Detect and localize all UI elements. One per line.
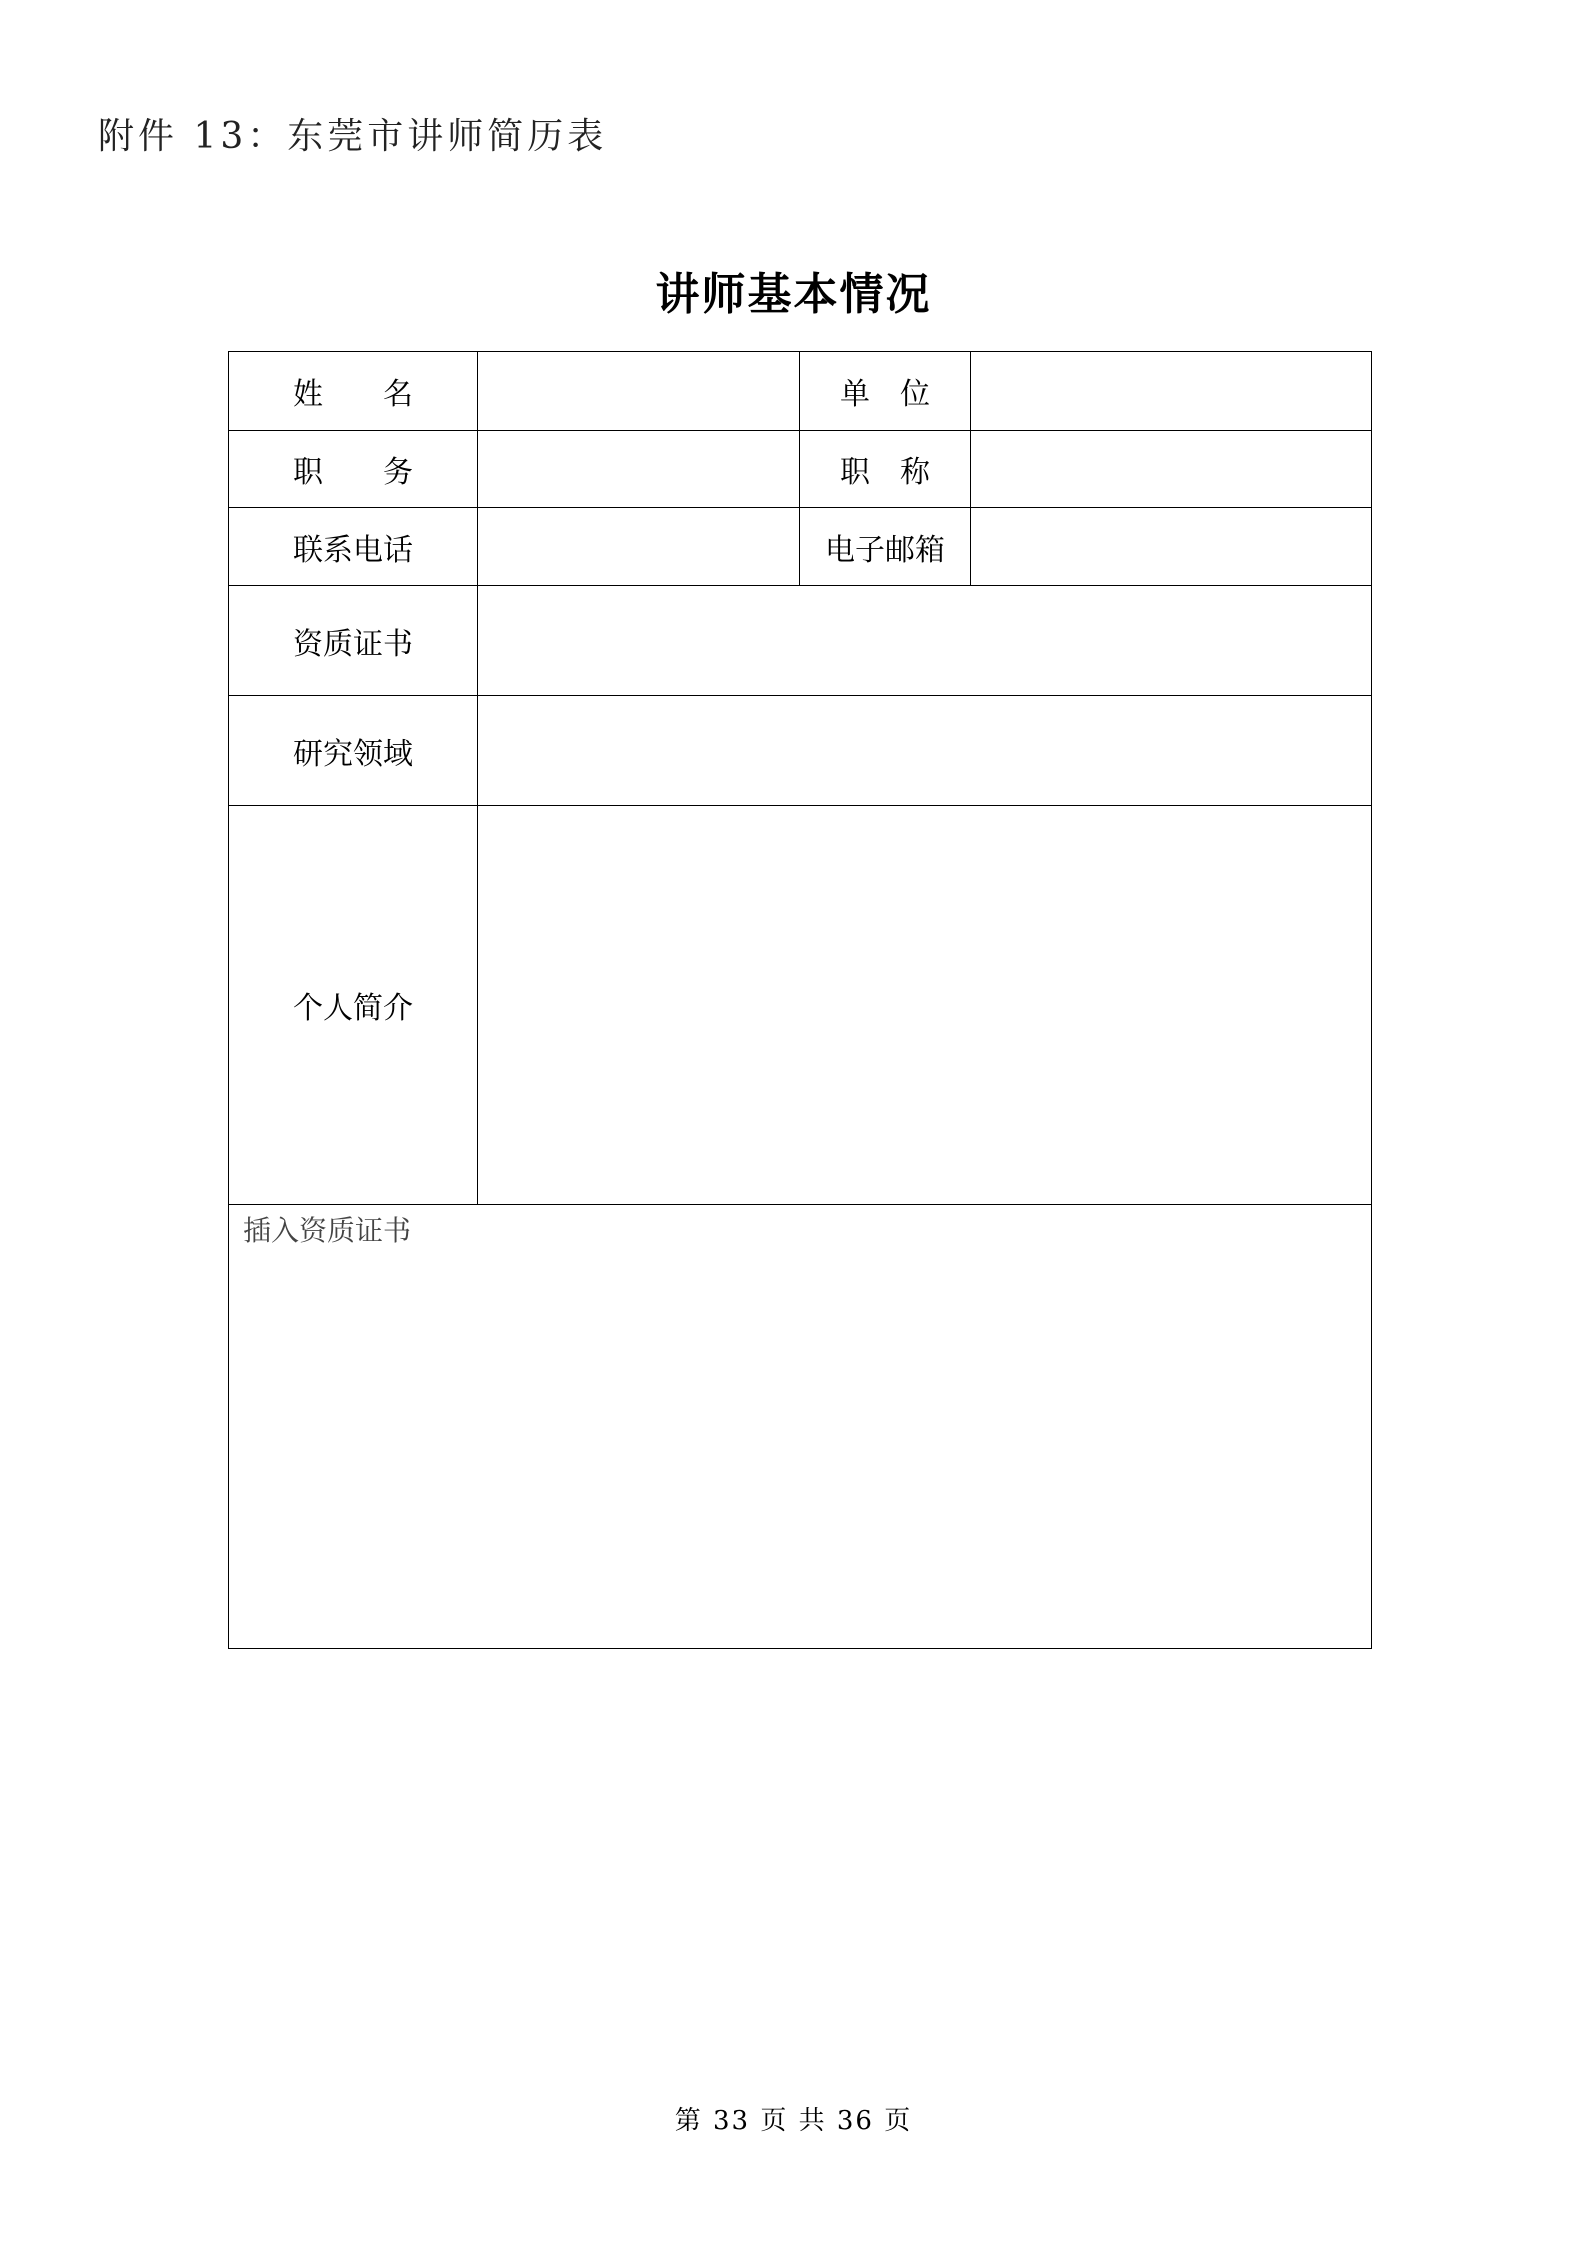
lecturer-info-form bbox=[228, 351, 1372, 1649]
page-title: 讲师基本情况 bbox=[655, 269, 932, 320]
intro-field[interactable] bbox=[478, 806, 1372, 1205]
form-row-research bbox=[229, 696, 1372, 806]
qualification-field[interactable] bbox=[478, 586, 1372, 696]
page-number: 第 33 页 共 36 页 bbox=[674, 2106, 913, 2136]
intro-label: 个人简介 bbox=[229, 806, 478, 1205]
email-label: 电子邮箱 bbox=[800, 508, 971, 586]
unit-field[interactable] bbox=[971, 352, 1372, 431]
form-row-phone-email bbox=[229, 508, 1372, 586]
phone-label: 联系电话 bbox=[229, 508, 478, 586]
professional-title-label: 职 称 bbox=[800, 431, 971, 508]
phone-field[interactable] bbox=[478, 508, 800, 586]
position-label: 职 务 bbox=[229, 431, 478, 508]
research-field[interactable] bbox=[478, 696, 1372, 806]
qualification-label: 资质证书 bbox=[229, 586, 478, 696]
form-row-position-title bbox=[229, 431, 1372, 508]
professional-title-field[interactable] bbox=[971, 431, 1372, 508]
certificate-insert-area[interactable] bbox=[229, 1205, 1372, 1649]
position-field[interactable] bbox=[478, 431, 800, 508]
insert-certificate-hint: 插入资质证书 bbox=[243, 1214, 412, 1247]
research-label: 研究领域 bbox=[229, 696, 478, 806]
attachment-heading: 附件 13：东莞市讲师简历表 bbox=[98, 116, 608, 157]
form-row-qualification bbox=[229, 586, 1372, 696]
form-row-intro bbox=[229, 806, 1372, 1205]
email-field[interactable] bbox=[971, 508, 1372, 586]
unit-label: 单 位 bbox=[800, 352, 971, 431]
name-label: 姓 名 bbox=[229, 352, 478, 431]
name-field[interactable] bbox=[478, 352, 800, 431]
form-row-name-unit bbox=[229, 352, 1372, 431]
form-row-certificate-insert bbox=[229, 1205, 1372, 1649]
